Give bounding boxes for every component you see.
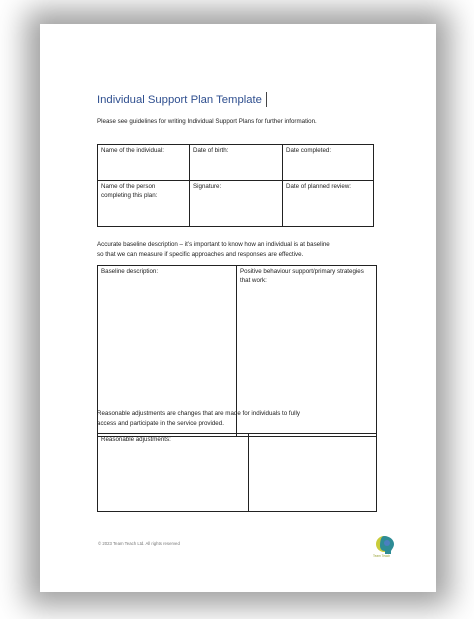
info-table-divider: [282, 144, 283, 227]
adjustments-table-divider: [248, 433, 249, 512]
team-teach-logo-icon: [375, 532, 397, 556]
page-title: Individual Support Plan Template: [97, 94, 262, 106]
copyright-footer: © 2023 Team Teach Ltd. All rights reserved: [98, 541, 180, 546]
baseline-intro-line-1: Accurate baseline description – it’s important to know how an individual is at baseline: [97, 241, 330, 248]
adjustments-table: [97, 433, 377, 512]
date-planned-review-label: Date of planned review:: [286, 183, 352, 190]
date-completed-label: Date completed:: [286, 147, 332, 154]
name-of-individual-label: Name of the individual:: [101, 147, 164, 154]
baseline-intro-line-2: so that we can measure if specific approaches and responses are effective.: [97, 251, 304, 258]
info-table-divider: [97, 180, 374, 181]
logo-caption: Team Teach: [373, 554, 391, 558]
reasonable-adjustments-label: Reasonable adjustments:: [101, 436, 171, 443]
positive-behaviour-support-label: Positive behaviour support/primary strategies that work:: [240, 268, 364, 284]
intro-text: Please see guidelines for writing Individual Support Plans for further information.: [97, 118, 317, 125]
text-cursor: [266, 92, 267, 107]
date-of-birth-label: Date of birth:: [193, 147, 229, 154]
adjustments-intro-line-2: access and participate in the service provided.: [97, 420, 224, 427]
info-table-divider: [189, 144, 190, 227]
baseline-description-label: Baseline description:: [101, 268, 159, 275]
signature-label: Signature:: [193, 183, 222, 190]
document-page: [53, 37, 425, 576]
person-completing-label: Name of the person completing this plan:: [101, 183, 158, 199]
adjustments-intro-line-1: Reasonable adjustments are changes that are made for individuals to fully: [97, 410, 300, 417]
